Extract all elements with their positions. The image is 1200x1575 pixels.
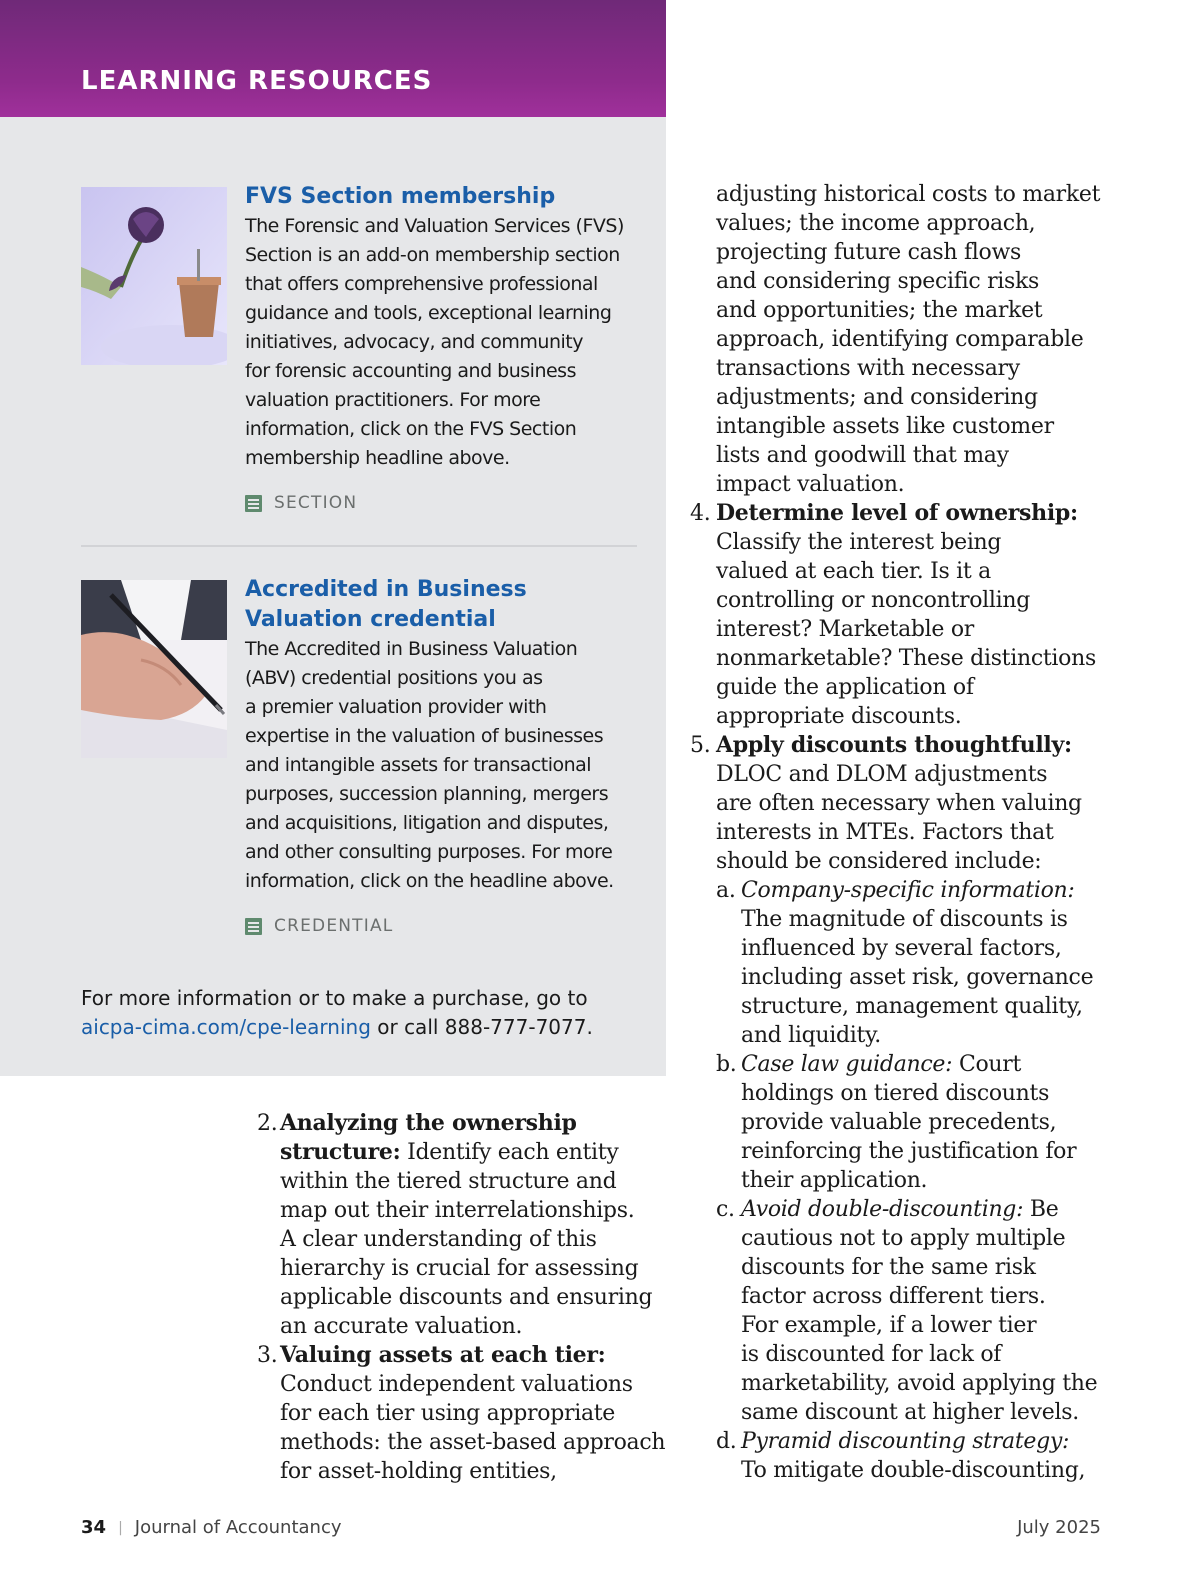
text-span: Identify each entity: [400, 1140, 619, 1165]
resource-title-link[interactable]: [245, 182, 645, 212]
text-line: transactions with necessary: [716, 356, 1020, 381]
text-line: should be considered include:: [716, 849, 1042, 874]
list-item-2: [257, 1109, 667, 1138]
text-line: reinforcing the justification for: [741, 1139, 1077, 1164]
text-line: applicable discounts and ensuring: [280, 1285, 653, 1310]
list-item-heading: Determine level of ownership:: [716, 500, 1078, 526]
text-line: within the tiered structure and: [280, 1169, 617, 1194]
list-item-3: [257, 1341, 667, 1370]
sub-item-heading: Case law guidance:: [741, 1052, 953, 1077]
description-line: and intangible assets for transactional: [245, 754, 592, 776]
list-number: 3.: [257, 1343, 278, 1368]
section-title: LEARNING RESOURCES: [81, 66, 433, 96]
text-line: including asset risk, governance: [741, 965, 1094, 990]
text-line: Classify the interest being: [716, 530, 1002, 555]
text-line: factor across different tiers.: [741, 1284, 1046, 1309]
purchase-info-line: [81, 1013, 593, 1042]
resource-title-line: Accredited in Business: [245, 577, 527, 602]
text-line: projecting future cash flows: [716, 240, 1022, 265]
text-span: Be: [1023, 1197, 1059, 1222]
text-line: To mitigate double-discounting,: [741, 1458, 1086, 1483]
description-line: The Forensic and Valuation Services (FVS): [245, 215, 624, 237]
list-item-heading: structure:: [280, 1139, 401, 1165]
text-line: hierarchy is crucial for assessing: [280, 1256, 639, 1281]
text-line: intangible assets like customer: [716, 414, 1054, 439]
text-line: is discounted for lack of: [741, 1342, 1002, 1367]
description-line: (ABV) credential positions you as: [245, 667, 543, 689]
description-line: guidance and tools, exceptional learning: [245, 302, 612, 324]
hand-signing-document-photo[interactable]: [81, 580, 227, 758]
text-line: A clear understanding of this: [280, 1227, 597, 1252]
text-line: values; the income approach,: [716, 211, 1036, 236]
text-line: provide valuable precedents,: [741, 1110, 1057, 1135]
page-footer: [81, 1517, 1101, 1538]
list-number: 4.: [690, 501, 711, 526]
text-line: structure, management quality,: [741, 994, 1083, 1019]
sub-item-b: [690, 1050, 1110, 1079]
resource-title-link[interactable]: [245, 575, 645, 635]
list-item-heading: Analyzing the ownership: [280, 1110, 577, 1136]
text-line: Conduct independent valuations: [280, 1372, 633, 1397]
description-line: and other consulting purposes. For more: [245, 841, 613, 863]
text-line: and liquidity.: [741, 1023, 881, 1048]
text-line: approach, identifying comparable: [716, 327, 1084, 352]
text-line: holdings on tiered discounts: [741, 1081, 1050, 1106]
description-line: for forensic accounting and business: [245, 360, 576, 382]
text-line: are often necessary when valuing: [716, 791, 1082, 816]
description-line: membership headline above.: [245, 447, 510, 469]
text-line: their application.: [741, 1168, 928, 1193]
sub-item-d: [690, 1427, 1110, 1456]
article-column-left: [257, 1109, 667, 1486]
text-line: for each tier using appropriate: [280, 1401, 616, 1426]
list-item-4: [690, 499, 1110, 528]
text-line: impact valuation.: [716, 472, 905, 497]
phone-text: or call 888-777-7077.: [370, 1015, 593, 1039]
list-item-heading: Apply discounts thoughtfully:: [716, 732, 1072, 758]
tag-label: SECTION: [274, 493, 358, 513]
text-line: same discount at higher levels.: [741, 1400, 1079, 1425]
resource-description: [245, 635, 645, 896]
cpe-learning-link[interactable]: aicpa-cima.com/cpe-learning: [81, 1015, 371, 1039]
list-number: 2.: [257, 1111, 278, 1136]
sub-item-letter: a.: [716, 878, 736, 903]
tag-label: CREDENTIAL: [274, 916, 394, 936]
description-line: valuation practitioners. For more: [245, 389, 541, 411]
issue-date: July 2025: [1017, 1517, 1101, 1538]
publication-name: Journal of Accountancy: [134, 1517, 342, 1538]
purchase-info: [81, 984, 593, 1042]
text-line: adjusting historical costs to market: [716, 182, 1101, 207]
description-line: information, click on the headline above.: [245, 870, 614, 892]
description-line: information, click on the FVS Section: [245, 418, 577, 440]
list-item-5: [690, 731, 1110, 760]
text-line: The magnitude of discounts is: [741, 907, 1068, 932]
sub-item-a: [690, 876, 1110, 905]
text-line: an accurate valuation.: [280, 1314, 523, 1339]
resource-title-line: FVS Section membership: [245, 184, 556, 209]
list-item-heading: Valuing assets at each tier:: [280, 1342, 606, 1368]
document-list-icon: [245, 495, 262, 512]
text-line: adjustments; and considering: [716, 385, 1038, 410]
resource-description: [245, 212, 645, 473]
resource-tag: [245, 493, 645, 513]
text-line: valued at each tier. Is it a: [716, 559, 991, 584]
text-line: cautious not to apply multiple: [741, 1226, 1066, 1251]
sub-item-letter: b.: [716, 1052, 737, 1077]
text-line: [257, 1138, 667, 1167]
text-line: For example, if a lower tier: [741, 1313, 1037, 1338]
description-line: initiatives, advocacy, and community: [245, 331, 583, 353]
text-line: influenced by several factors,: [741, 936, 1062, 961]
resource-divider: [81, 545, 637, 547]
learning-resources-header: [0, 0, 666, 117]
description-line: that offers comprehensive professional: [245, 273, 598, 295]
sub-item-c: [690, 1195, 1110, 1224]
text-line: map out their interrelationships.: [280, 1198, 635, 1223]
footer-separator: |: [118, 1519, 123, 1536]
text-line: discounts for the same risk: [741, 1255, 1036, 1280]
description-line: Section is an add-on membership section: [245, 244, 620, 266]
document-list-icon: [245, 918, 262, 935]
text-line: and opportunities; the market: [716, 298, 1043, 323]
sub-item-heading: Avoid double-discounting:: [741, 1197, 1024, 1222]
text-span: Court: [952, 1052, 1022, 1077]
description-line: The Accredited in Business Valuation: [245, 638, 578, 660]
resource-fvs-section: [245, 182, 645, 513]
description-line: expertise in the valuation of businesses: [245, 725, 604, 747]
text-line: interest? Marketable or: [716, 617, 974, 642]
text-line: interests in MTEs. Factors that: [716, 820, 1054, 845]
resource-title-line: Valuation credential: [245, 607, 496, 632]
list-number: 5.: [690, 733, 711, 758]
text-line: guide the application of: [716, 675, 974, 700]
description-line: a premier valuation provider with: [245, 696, 547, 718]
text-line: for asset-holding entities,: [280, 1459, 557, 1484]
rose-and-plant-pot-photo[interactable]: [81, 187, 227, 365]
text-line: marketability, avoid applying the: [741, 1371, 1098, 1396]
footer-left: [81, 1517, 342, 1538]
sub-item-letter: d.: [716, 1429, 737, 1454]
sub-item-heading: Company-specific information:: [741, 878, 1075, 903]
description-line: purposes, succession planning, mergers: [245, 783, 609, 805]
resource-abv-credential: [245, 575, 645, 936]
text-line: DLOC and DLOM adjustments: [716, 762, 1048, 787]
text-line: controlling or noncontrolling: [716, 588, 1031, 613]
text-line: methods: the asset-based approach: [280, 1430, 666, 1455]
article-column-right: [690, 180, 1110, 1485]
sub-item-heading: Pyramid discounting strategy:: [741, 1429, 1070, 1454]
text-line: nonmarketable? These distinctions: [716, 646, 1096, 671]
page-number: 34: [81, 1517, 107, 1538]
text-line: and considering specific risks: [716, 269, 1040, 294]
resource-tag: [245, 916, 645, 936]
purchase-info-line: For more information or to make a purchase, go to: [81, 986, 588, 1010]
sub-item-letter: c.: [716, 1197, 735, 1222]
text-line: lists and goodwill that may: [716, 443, 1009, 468]
description-line: and acquisitions, litigation and disputes,: [245, 812, 609, 834]
text-line: appropriate discounts.: [716, 704, 962, 729]
